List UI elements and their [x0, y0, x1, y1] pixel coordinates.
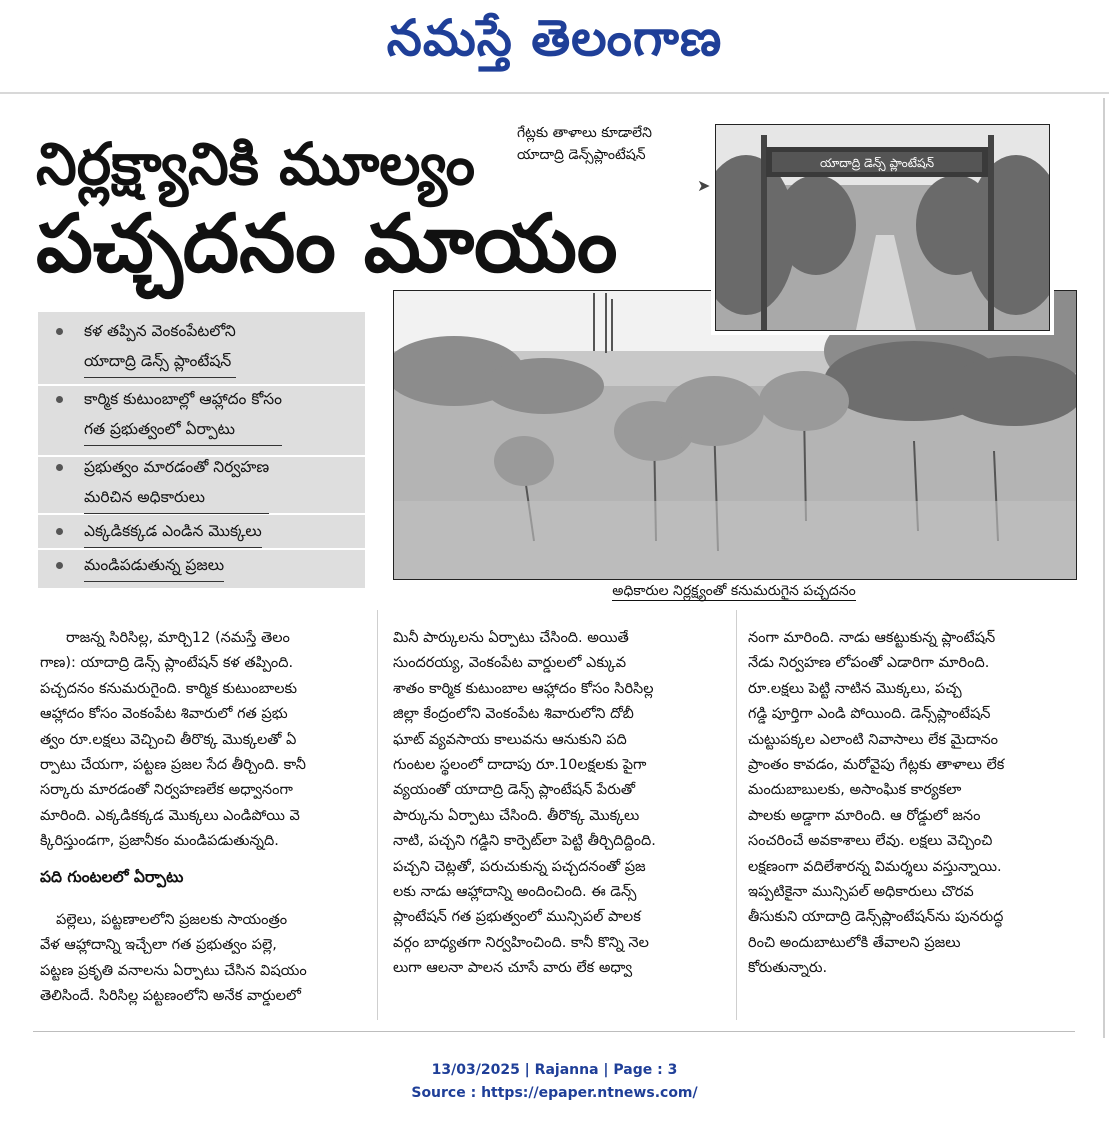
- article-line: రించి అందుబాటులోకి తేవాలని ప్రజలు: [748, 934, 961, 951]
- article-line: సుందరయ్య, వెంకంపేట వార్డులలో ఎక్కువ: [393, 655, 627, 672]
- article-line: పల్లెలు, పట్టణాలలోని ప్రజలకు సాయంత్రం: [56, 912, 288, 929]
- masthead-logo: నమస్తే తెలంగాణ: [386, 8, 723, 67]
- article-line: నంగా మారింది. నాడు ఆకట్టుకున్న ప్లాంటేషన్: [748, 630, 996, 646]
- column-divider: [736, 610, 737, 1020]
- article-line: లుగా ఆలనా పాలన చూసే వారు లేక అధ్వా: [393, 960, 633, 977]
- article-line: ఇప్పటికైనా మున్సిపల్ అధికారులు చొరవ: [748, 884, 974, 901]
- article-column-2: [393, 626, 728, 982]
- big-photo-caption: [393, 583, 1075, 602]
- article-line: పచ్చని చెట్లతో, పరుచుకున్న పచ్చదనంతో ప్రజ: [393, 858, 646, 875]
- column-divider: [377, 610, 378, 1020]
- article-line: వేళ ఆహ్లాదాన్ని ఇచ్చేలా గత ప్రభుత్వం పల్లె,: [40, 937, 277, 954]
- article-line: గాణ): యాదాద్రి డెన్స్ ప్లాంటేషన్ కళ తప్పింది.: [40, 655, 294, 672]
- headline-line-2: పచ్చదనం మాయం: [36, 197, 618, 290]
- article-line: ప్లాంటేషన్ గత ప్రభుత్వంలో మున్సిపల్ పాలక: [393, 909, 641, 926]
- article-line: ర్పాటు చేయగా, పట్టణ ప్రజల సేద తీర్చింది. కానీ: [40, 757, 306, 774]
- small-photo-caption: [517, 122, 712, 166]
- headline-line-1: నిర్లక్ష్యానికి మూల్యం: [36, 130, 476, 198]
- caption-arrow-icon: ➤: [697, 176, 711, 195]
- right-margin-rule: [1103, 98, 1105, 1038]
- article-line: రూ.లక్షలు పెట్టి నాటిన మొక్కలు, పచ్చ: [748, 680, 962, 697]
- edition-info: 13/03/2025 | Rajanna | Page : 3: [431, 1062, 678, 1078]
- article-line: మినీ పార్కులను ఏర్పాటు చేసింది. అయితే: [393, 630, 629, 646]
- article-line: పచ్చదనం కనుమరుగైంది. కార్మిక కుటుంబాలకు: [40, 680, 298, 697]
- bullet-icon: [56, 328, 63, 335]
- article-line: లక్షణంగా వదిలేశారన్న విమర్శలు వస్తున్నాయి.: [748, 858, 1002, 875]
- article-line: పట్టణ ప్రకృతి వనాలను ఏర్పాటు చేసిన విషయం: [40, 962, 307, 979]
- highlight-item: [84, 516, 262, 548]
- highlight-line: కార్మిక కుటుంబాల్లో ఆహ్లాదం కోసం: [84, 390, 283, 408]
- highlight-line: ఎక్కడికక్కడ ఎండిన మొక్కలు: [84, 516, 262, 548]
- highlight-item: [84, 550, 224, 582]
- article-line: శాతం కార్మిక కుటుంబాల ఆహ్లాదం కోసం సిరిసిల్ల: [393, 680, 654, 697]
- article-line: పాలకు అడ్డాగా మారింది. ఆ రోడ్డులో జనం: [748, 807, 981, 824]
- article-line: మారింది. ఎక్కడికక్కడ మొక్కలు ఎండిపోయి వె: [40, 807, 300, 824]
- article-subheading: పది గుంటలలో ఏర్పాటు: [40, 867, 184, 886]
- article-line: లకు నాడు ఆహ్లాదాన్ని అందించింది. ఈ డెన్స్: [393, 884, 637, 901]
- plantation-entrance-photo: [715, 124, 1050, 331]
- article-line: పార్కును ఏర్పాటు చేసింది. తీరొక్క మొక్కలు: [393, 807, 640, 824]
- article-line: వర్గం బాధ్యతగా నిర్వహించింది. కానీ కొన్ని నెల: [393, 934, 649, 951]
- article-line: నేడు నిర్వహణ లోపంతో ఎడారిగా మారింది.: [748, 655, 990, 672]
- highlight-line: గత ప్రభుత్వంలో ఏర్పాటు: [84, 414, 282, 446]
- article-line: ఆహ్లాదం కోసం వెంకంపేట శివారులో గత ప్రభు: [40, 706, 288, 723]
- article-line: గడ్డి పూర్తిగా ఎండి పోయింది. డెన్స్‌ప్లాంటేషన్: [748, 706, 991, 723]
- article-line: నాటి, పచ్చని గడ్డిని కార్పెట్‌లా పెట్టి తీర్చిదిద్దింది.: [393, 833, 656, 850]
- article-line: వ్యయంతో యాదాద్రి డెన్స్ ప్లాంటేషన్ పేరుతో: [393, 782, 636, 799]
- article-line: రాజన్న సిరిసిల్ల, మార్చి12 (నమస్తే తెలం: [66, 630, 290, 646]
- article-line: సంచరించే అవకాశాలు లేవు. లక్షలు వెచ్చించి: [748, 833, 993, 850]
- highlight-item: [84, 384, 282, 446]
- bullet-icon: [56, 396, 63, 403]
- article-line: జిల్లా కేంద్రంలోని వెంకంపేట శివారులోని దోబీ: [393, 706, 634, 723]
- article-column-1: [40, 626, 370, 1010]
- article-line: గుంటల స్థలంలో దాదాపు రూ.10లక్షలకు పైగా: [393, 757, 647, 774]
- article-line: ప్రాంతం కావడం, మరోవైపు గేట్లకు తాళాలు లేక: [748, 757, 1005, 774]
- small-photo-caption-line: గేట్లకు తాళాలు కూడాలేని: [517, 125, 652, 141]
- footer-divider: [33, 1031, 1075, 1032]
- article-line: కోరుతున్నారు.: [748, 960, 828, 977]
- highlights-box: [38, 312, 365, 588]
- masthead-divider: [0, 92, 1109, 94]
- article-line: క్కిరిస్తుండగా, ప్రజానీకం మండిపడుతున్నది.: [40, 833, 279, 850]
- bullet-icon: [56, 528, 63, 535]
- article-line: చుట్టుపక్కల ఎలాంటి నివాసాలు లేక మైదానం: [748, 731, 999, 748]
- small-photo-caption-line: యాదాద్రి డెన్స్‌ప్లాంటేషన్: [517, 147, 646, 163]
- article-line: సర్కారు మారడంతో నిర్వహణలేక అధ్వానంగా: [40, 782, 293, 799]
- article-line: త్వం రూ.లక్షలు వెచ్చించి తీరొక్క మొక్కలతో ఏ: [40, 731, 297, 748]
- article-column-3: [748, 626, 1083, 982]
- highlight-item: [84, 316, 236, 378]
- source-link[interactable]: Source : https://epaper.ntnews.com/: [411, 1085, 698, 1101]
- plantation-sign-text: యాదాద్రి డెన్స్ ప్లాంటేషన్: [819, 156, 935, 170]
- big-photo-caption-text: అధికారుల నిర్లక్ష్యంతో కనుమరుగైన పచ్చదనం: [612, 583, 856, 599]
- article-line: ఘాట్ వ్యవసాయ కాలువను ఆనుకుని పది: [393, 731, 627, 748]
- highlight-line: కళ తప్పిన వెంకంపేటలోని: [84, 322, 236, 340]
- highlight-line: మండిపడుతున్న ప్రజలు: [84, 550, 224, 582]
- article-line: తీసుకుని యాదాద్రి డెన్స్‌ప్లాంటేషన్‌ను పునరుద్ధ: [748, 909, 1004, 926]
- bullet-icon: [56, 464, 63, 471]
- highlight-line: ప్రభుత్వం మారడంతో నిర్వహణ: [84, 458, 270, 476]
- bullet-icon: [56, 562, 63, 569]
- article-line: మందుబాబులకు, అసాంఘిక కార్యకలా: [748, 782, 962, 799]
- highlight-line: మరిచిన అధికారులు: [84, 482, 269, 514]
- article-line: తెలిసిందే. సిరిసిల్ల పట్టణంలోని అనేక వార్డులలో: [40, 988, 301, 1005]
- highlight-line: యాదాద్రి డెన్స్ ప్లాంటేషన్: [84, 346, 236, 378]
- highlight-item: [84, 452, 269, 514]
